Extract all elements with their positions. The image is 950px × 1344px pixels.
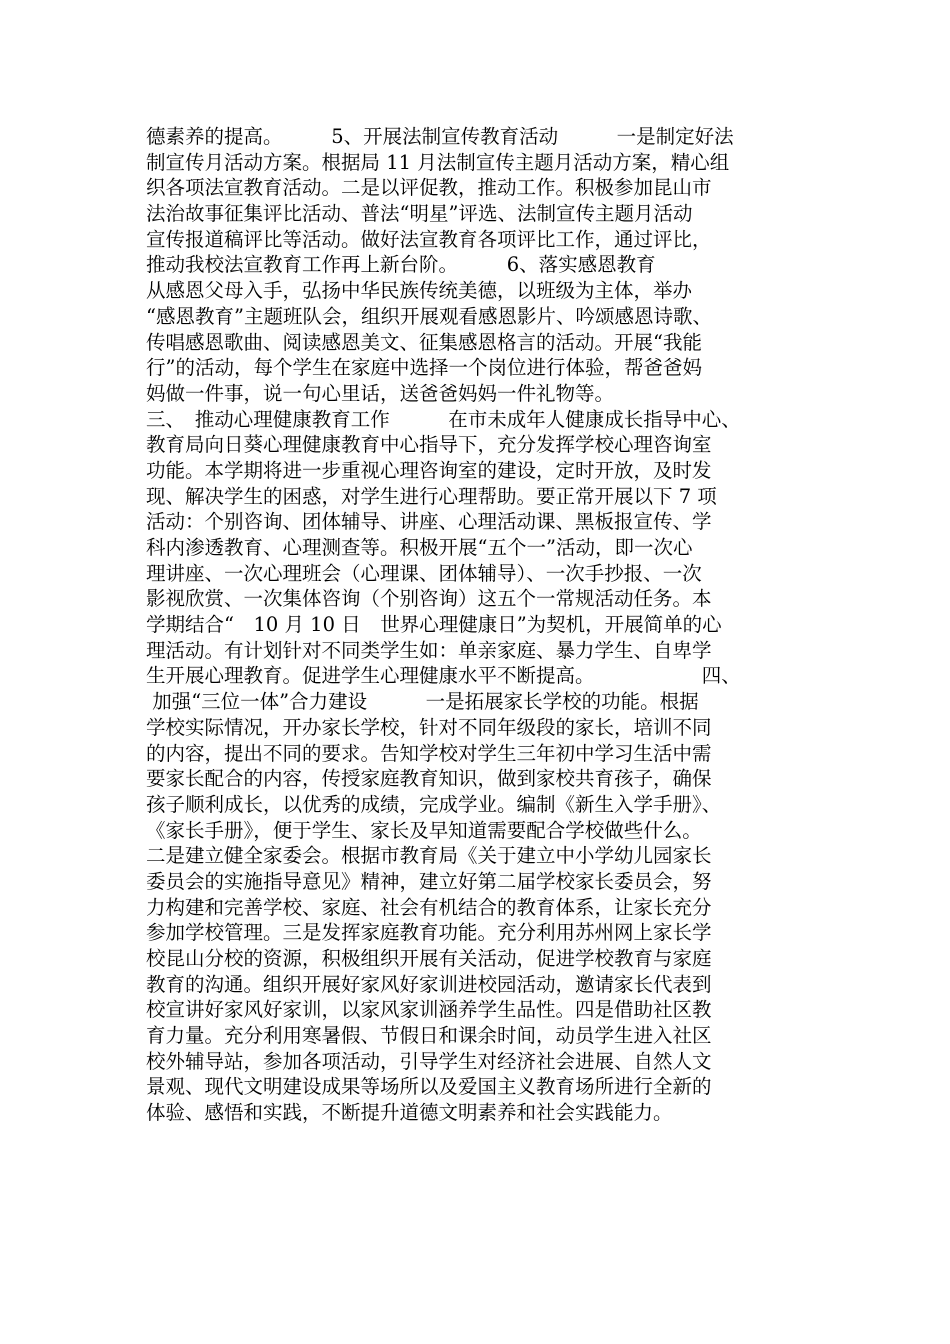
section-heading-line: 加强“三位一体”合力建设 一是拓展家长学校的功能。根据 [146,690,699,714]
text-line: 教育的沟通。组织开展好家风好家训进校园活动，邀请家长代表到 [146,972,712,996]
text-line: 孩子顺利成长，以优秀的成绩，完成学业。编制《新生入学手册》、 [146,792,722,816]
text-line: 影视欣赏、一次集体咨询（个别咨询）这五个一常规活动任务。本 [146,587,712,611]
text-line: 德素养的提高。 5、开展法制宣传教育活动 一是制定好法 [146,125,734,148]
text-line: 行”的活动，每个学生在家庭中选择一个岗位进行体验，帮爸爸妈 [146,356,702,380]
text-line: 法治故事征集评比活动、普法“明星”评选、法制宣传主题月活动 [146,202,693,226]
text-line: 生开展心理教育。促进学生心理健康水平不断提高。 四、 [146,664,741,688]
text-line: 传唱感恩歌曲、阅读感恩美文、征集感恩格言的活动。开展“我能 [146,330,702,354]
text-line: 校昆山分校的资源，积极组织开展有关活动，促进学校教育与家庭 [146,947,712,970]
text-line: 校外辅导站，参加各项活动，引导学生对经济社会进展、自然人文 [146,1049,712,1073]
text-line: 力构建和完善学校、家庭、社会有机结合的教育体系，让家长充分 [146,895,712,919]
text-line: 学校实际情况，开办家长学校，针对不同年级段的家长，培训不同 [146,715,712,739]
text-line: “感恩教育”主题班队会，组织开展观看感恩影片、吟颂感恩诗歌、 [146,304,712,328]
text-line: 教育局向日葵心理健康教育中心指导下，充分发挥学校心理咨询室 [146,433,712,457]
text-line: 现、解决学生的困惑，对学生进行心理帮助。要正常开展以下 7 项 [146,484,717,508]
text-line: 要家长配合的内容，传授家庭教育知识，做到家校共育孩子，确保 [146,767,712,791]
text-line: 学期结合“ 10 月 10 日 世界心理健康日”为契机，开展简单的心 [146,613,722,637]
text-line: 宣传报道稿评比等活动。做好法宣教育各项评比工作，通过评比， [146,227,712,251]
text-line: 二是建立健全家委会。根据市教育局《关于建立中小学幼儿园家长 [146,844,712,868]
text-line: 制宣传月活动方案。根据局 11 月法制宣传主题月活动方案，精心组 [146,150,730,174]
text-line: 《家长手册》，便于学生、家长及早知道需要配合学校做些什么。 [146,818,702,842]
text-line: 织各项法宣教育活动。二是以评促教，推动工作。积极参加昆山市 [146,176,712,200]
text-line: 体验、感悟和实践，不断提升道德文明素养和社会实践能力。 [146,1101,673,1125]
text-line: 参加学校管理。三是发挥家庭教育功能。充分利用苏州网上家长学 [146,921,712,945]
text-line: 科内渗透教育、心理测查等。积极开展“五个一”活动，即一次心 [146,536,693,559]
text-line: 委员会的实施指导意见》精神，建立好第二届学校家长委员会，努 [146,869,712,893]
text-line: 理讲座、一次心理班会（心理课、团体辅导）、一次手抄报、一次 [146,561,702,585]
body-text [146,124,826,1126]
text-line: 育力量。充分利用寒暑假、节假日和课余时间，动员学生进入社区 [146,1024,712,1048]
text-line: 校宣讲好家风好家训，以家风家训涵养学生品性。四是借助社区教 [146,998,712,1022]
text-line: 功能。本学期将进一步重视心理咨询室的建设，定时开放，及时发 [146,458,712,482]
text-line: 从感恩父母入手，弘扬中华民族传统美德，以班级为主体，举办 [146,279,693,303]
text-line: 妈做一件事，说一句心里话，送爸爸妈妈一件礼物等。 [146,381,615,405]
text-line: 景观、现代文明建设成果等场所以及爱国主义教育场所进行全新的 [146,1075,712,1099]
text-line: 的内容，提出不同的要求。告知学校对学生三年初中学习生活中需 [146,741,712,765]
text-line: 活动：个别咨询、团体辅导、讲座、心理活动课、黑板报宣传、学 [146,510,712,534]
section-heading-line: 三、 推动心理健康教育工作 在市未成年人健康成长指导中心、 [146,407,741,431]
text-line: 推动我校法宣教育工作再上新台阶。 6、落实感恩教育 [146,253,656,277]
text-line: 理活动。有计划针对不同类学生如：单亲家庭、暴力学生、自卑学 [146,638,712,662]
